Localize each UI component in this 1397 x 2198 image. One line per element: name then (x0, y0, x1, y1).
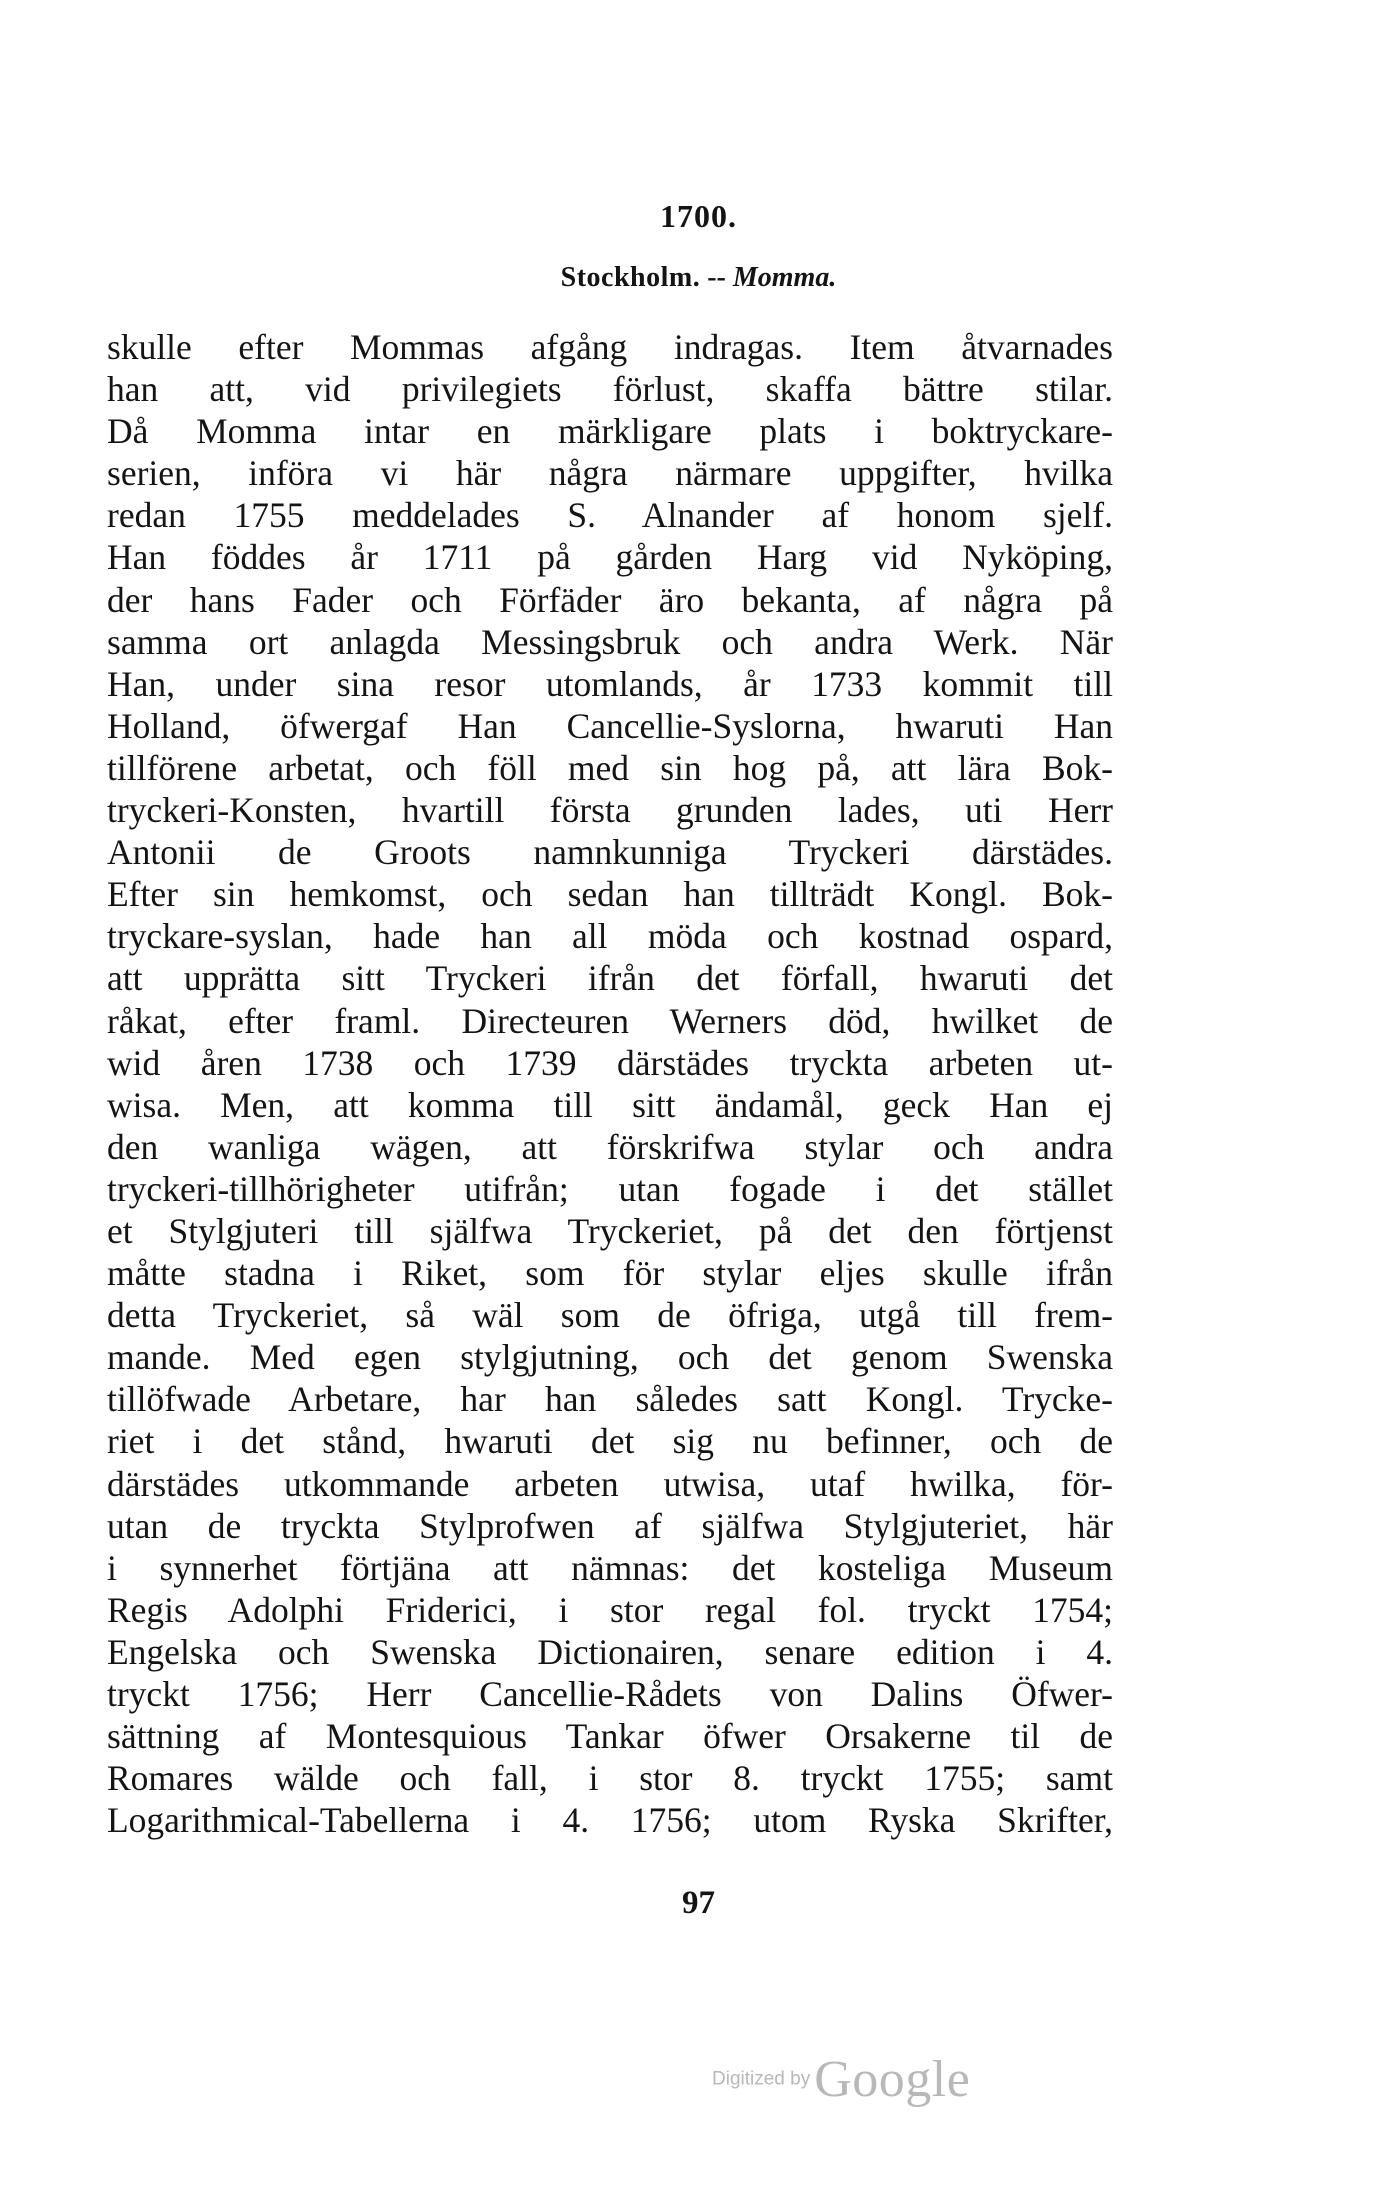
page-number: 97 (682, 1885, 715, 1921)
text-line: redan 1755 meddelades S. Alnander af honom sjelf. (107, 495, 1113, 536)
text-line: sättning af Montesquious Tankar öfwer Orsakerne til de (107, 1716, 1113, 1757)
text-line: tryckeri-tillhörigheter utifrån; utan fogade i det stället (107, 1168, 1113, 1209)
text-line: den wanliga wägen, att förskrifwa stylar och andra (107, 1126, 1113, 1167)
text-line: Logarithmical-Tabellerna i 4. 1756; utom Ryska Skrifter, (107, 1800, 1113, 1841)
text-line: han att, vid privilegiets förlust, skaffa bättre stilar. (107, 369, 1113, 410)
text-line: detta Tryckeriet, så wäl som de öfriga, utgå till frem- (107, 1295, 1113, 1336)
page-year-heading: 1700. (660, 198, 737, 234)
body-text (107, 326, 1113, 1841)
running-head-separator: -- (707, 262, 726, 293)
text-line: et Stylgjuteri till själfwa Tryckeriet, på det den förtjenst (107, 1210, 1113, 1251)
text-line: tryckare-syslan, hade han all möda och kostnad ospard, (107, 916, 1113, 957)
text-line: tillförene arbetat, och föll med sin hog på, att lära Bok- (107, 747, 1113, 788)
text-line: Efter sin hemkomst, och sedan han tillträdt Kongl. Bok- (107, 874, 1113, 915)
digitized-by-google-watermark (712, 2050, 970, 2109)
text-line: riet i det stånd, hwaruti det sig nu befinner, och de (107, 1421, 1113, 1462)
text-line: Romares wälde och fall, i stor 8. tryckt 1755; samt (107, 1758, 1113, 1799)
text-line: tryckt 1756; Herr Cancellie-Rådets von Dalins Öfwer- (107, 1674, 1113, 1714)
google-logo: Google (814, 2051, 971, 2108)
watermark-prefix: Digitized by (712, 2068, 811, 2090)
text-line: skulle efter Mommas afgång indragas. Item åtvarnades (107, 327, 1113, 367)
text-line: Antonii de Groots namnkunniga Tryckeri därstädes. (107, 832, 1113, 873)
text-line: serien, införa vi här några närmare uppgifter, hvilka (107, 453, 1113, 494)
text-line: Regis Adolphi Friderici, i stor regal fol. tryckt 1754; (107, 1589, 1113, 1630)
text-line: der hans Fader och Förfäder äro bekanta, af några på (107, 579, 1113, 620)
text-line: Han föddes år 1711 på gården Harg vid Nyköping, (107, 537, 1113, 578)
text-line: mande. Med egen stylgjutning, och det genom Swenska (107, 1337, 1113, 1378)
text-line: att upprätta sitt Tryckeri ifrån det förfall, hwaruti det (107, 958, 1113, 999)
running-head (0, 262, 1397, 294)
text-line: måtte stadna i Riket, som för stylar eljes skulle ifrån (107, 1253, 1113, 1294)
text-line: tillöfwade Arbetare, har han således satt Kongl. Trycke- (107, 1379, 1113, 1420)
running-head-place: Stockholm. (560, 262, 701, 293)
text-line: Då Momma intar en märkligare plats i boktryckare- (107, 411, 1113, 452)
text-line: i synnerhet förtjäna att nämnas: det kosteliga Museum (107, 1547, 1113, 1588)
text-line: Engelska och Swenska Dictionairen, senare edition i 4. (107, 1631, 1113, 1672)
text-line: Han, under sina resor utomlands, år 1733 kommit till (107, 663, 1113, 704)
text-line: därstädes utkommande arbeten utwisa, utaf hwilka, för- (107, 1463, 1113, 1504)
text-line: Holland, öfwergaf Han Cancellie-Syslorna, hwaruti Han (107, 705, 1113, 746)
text-line: wid åren 1738 och 1739 därstädes tryckta arbeten ut- (107, 1042, 1113, 1083)
running-head-name: Momma. (732, 262, 837, 293)
text-line: utan de tryckta Stylprofwen af själfwa Stylgjuteriet, här (107, 1505, 1113, 1546)
text-line: tryckeri-Konsten, hvartill första grunden lades, uti Herr (107, 790, 1113, 831)
text-line: samma ort anlagda Messingsbruk och andra Werk. När (107, 621, 1113, 662)
text-line: råkat, efter framl. Directeuren Werners död, hwilket de (107, 1000, 1113, 1041)
text-line: wisa. Men, att komma till sitt ändamål, geck Han ej (107, 1084, 1113, 1125)
